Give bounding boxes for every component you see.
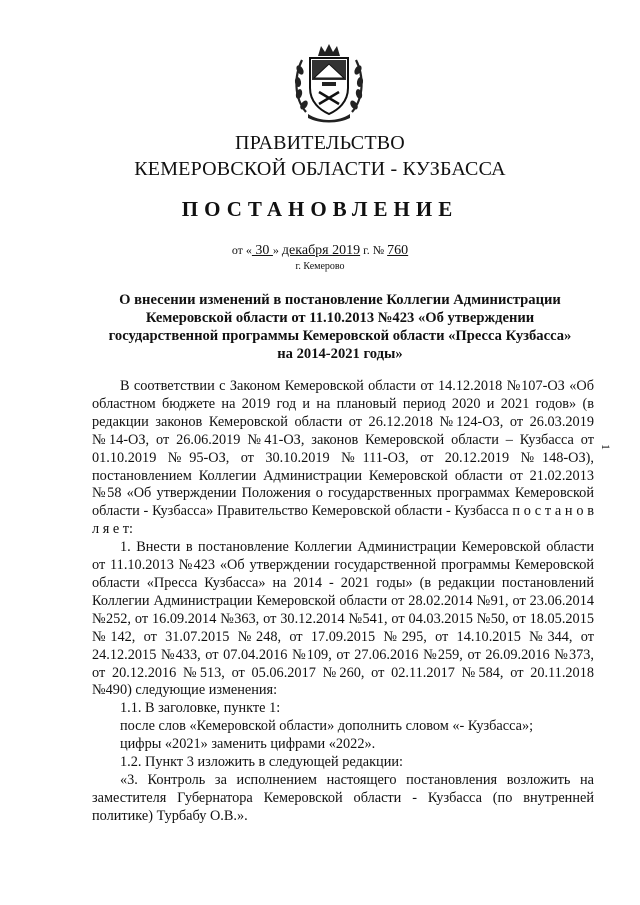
clause-1-1-item-b: цифры «2021» заменить цифрами «2022». bbox=[120, 736, 376, 753]
date-prefix: от « bbox=[231, 243, 252, 257]
heading-line: на 2014-2021 годы» bbox=[277, 346, 403, 362]
document-body bbox=[92, 378, 594, 826]
date-month-year: декабря 2019 bbox=[281, 243, 361, 258]
heading-line: О внесении изменений в постановление Коллегии Администрации bbox=[119, 292, 561, 308]
government-name-line-1: ПРАВИТЕЛЬСТВО bbox=[235, 132, 405, 154]
preamble-paragraph: В соответствии с Законом Кемеровской области от 14.12.2018 №107-ОЗ «Об областном бюджете на 2019 год и на плановый период 2020 и 2021 годов» (в редакции законов Кемеровской области от 26.12.2018 №124-ОЗ, от 26.03.2019 №14-ОЗ, от 26.06.2019 №41-ОЗ, законов Кемеровской области – Кузбасса от 01.10.2019 №95-ОЗ, от 30.10.2019 №111-ОЗ, от 20.12.2019 №148-ОЗ), постановлением Коллегии Администрации Кемеровской области от 21.02.2013 №58 «Об утверждении Положения о государственных программах Кемеровской области - Кузбасса» Правительство Кемеровской области - Кузбасса п о с т а н о в л я е т: bbox=[92, 378, 594, 538]
date-mid: » bbox=[272, 243, 282, 257]
clause-3-text: «3. Контроль за исполнением настоящего постановления возложить на заместителя Губернатора Кемеровской области - Кузбасса (по внутренней политике) Турбабу О.В.». bbox=[92, 771, 594, 824]
heading-line: Кемеровской области от 11.10.2013 №423 «Об утверждении bbox=[145, 310, 535, 326]
date-day: 30 bbox=[251, 243, 273, 258]
city-name: г. Кемерово bbox=[295, 261, 345, 272]
heading-line: государственной программы Кемеровской области «Пресса Кузбасса» bbox=[108, 328, 572, 344]
clause-1-paragraph: 1. Внести в постановление Коллегии Администрации Кемеровской области от 11.10.2013 №423 «Об утверждении государственной программы Кемеровской области «Пресса Кузбасса» на 2014 - 2021 годы» (в редакции постановлений Коллегии Администрации Кемеровской области от 28.02.2014 №91, от 23.06.2014 №252, от 16.09.2014 №363, от 30.12.2014 №541, от 04.03.2015 №50, от 18.05.2015 №142, от 31.07.2015 №248, от 17.09.2015 №295, от 14.10.2015 №344, от 24.12.2015 №433, от 07.04.2016 №109, от 27.06.2016 №259, от 26.09.2016 №373, от 20.12.2016 №513, от 05.06.2017 №260, от 02.11.2017 №584, от 20.11.2018 №490) следующие изменения: bbox=[92, 539, 594, 699]
document-type-title: ПОСТАНОВЛЕНИЕ bbox=[181, 197, 459, 221]
clause-1-2-paragraph: 1.2. Пункт 3 изложить в следующей редакции: bbox=[120, 754, 403, 771]
clause-1-1-item-a: после слов «Кемеровской области» дополнить словом «- Кузбасса»; bbox=[120, 718, 534, 735]
page-number: 1 bbox=[599, 444, 613, 450]
coat-of-arms-emblem bbox=[292, 42, 366, 124]
document-heading bbox=[92, 291, 588, 363]
government-name-line-2: КЕМЕРОВСКОЙ ОБЛАСТИ - КУЗБАССА bbox=[134, 158, 506, 180]
clause-1-1-paragraph: 1.1. В заголовке, пункте 1: bbox=[120, 700, 281, 717]
date-suffix: г. № bbox=[360, 243, 388, 257]
document-number: 760 bbox=[387, 243, 409, 258]
date-number-line bbox=[0, 243, 640, 259]
